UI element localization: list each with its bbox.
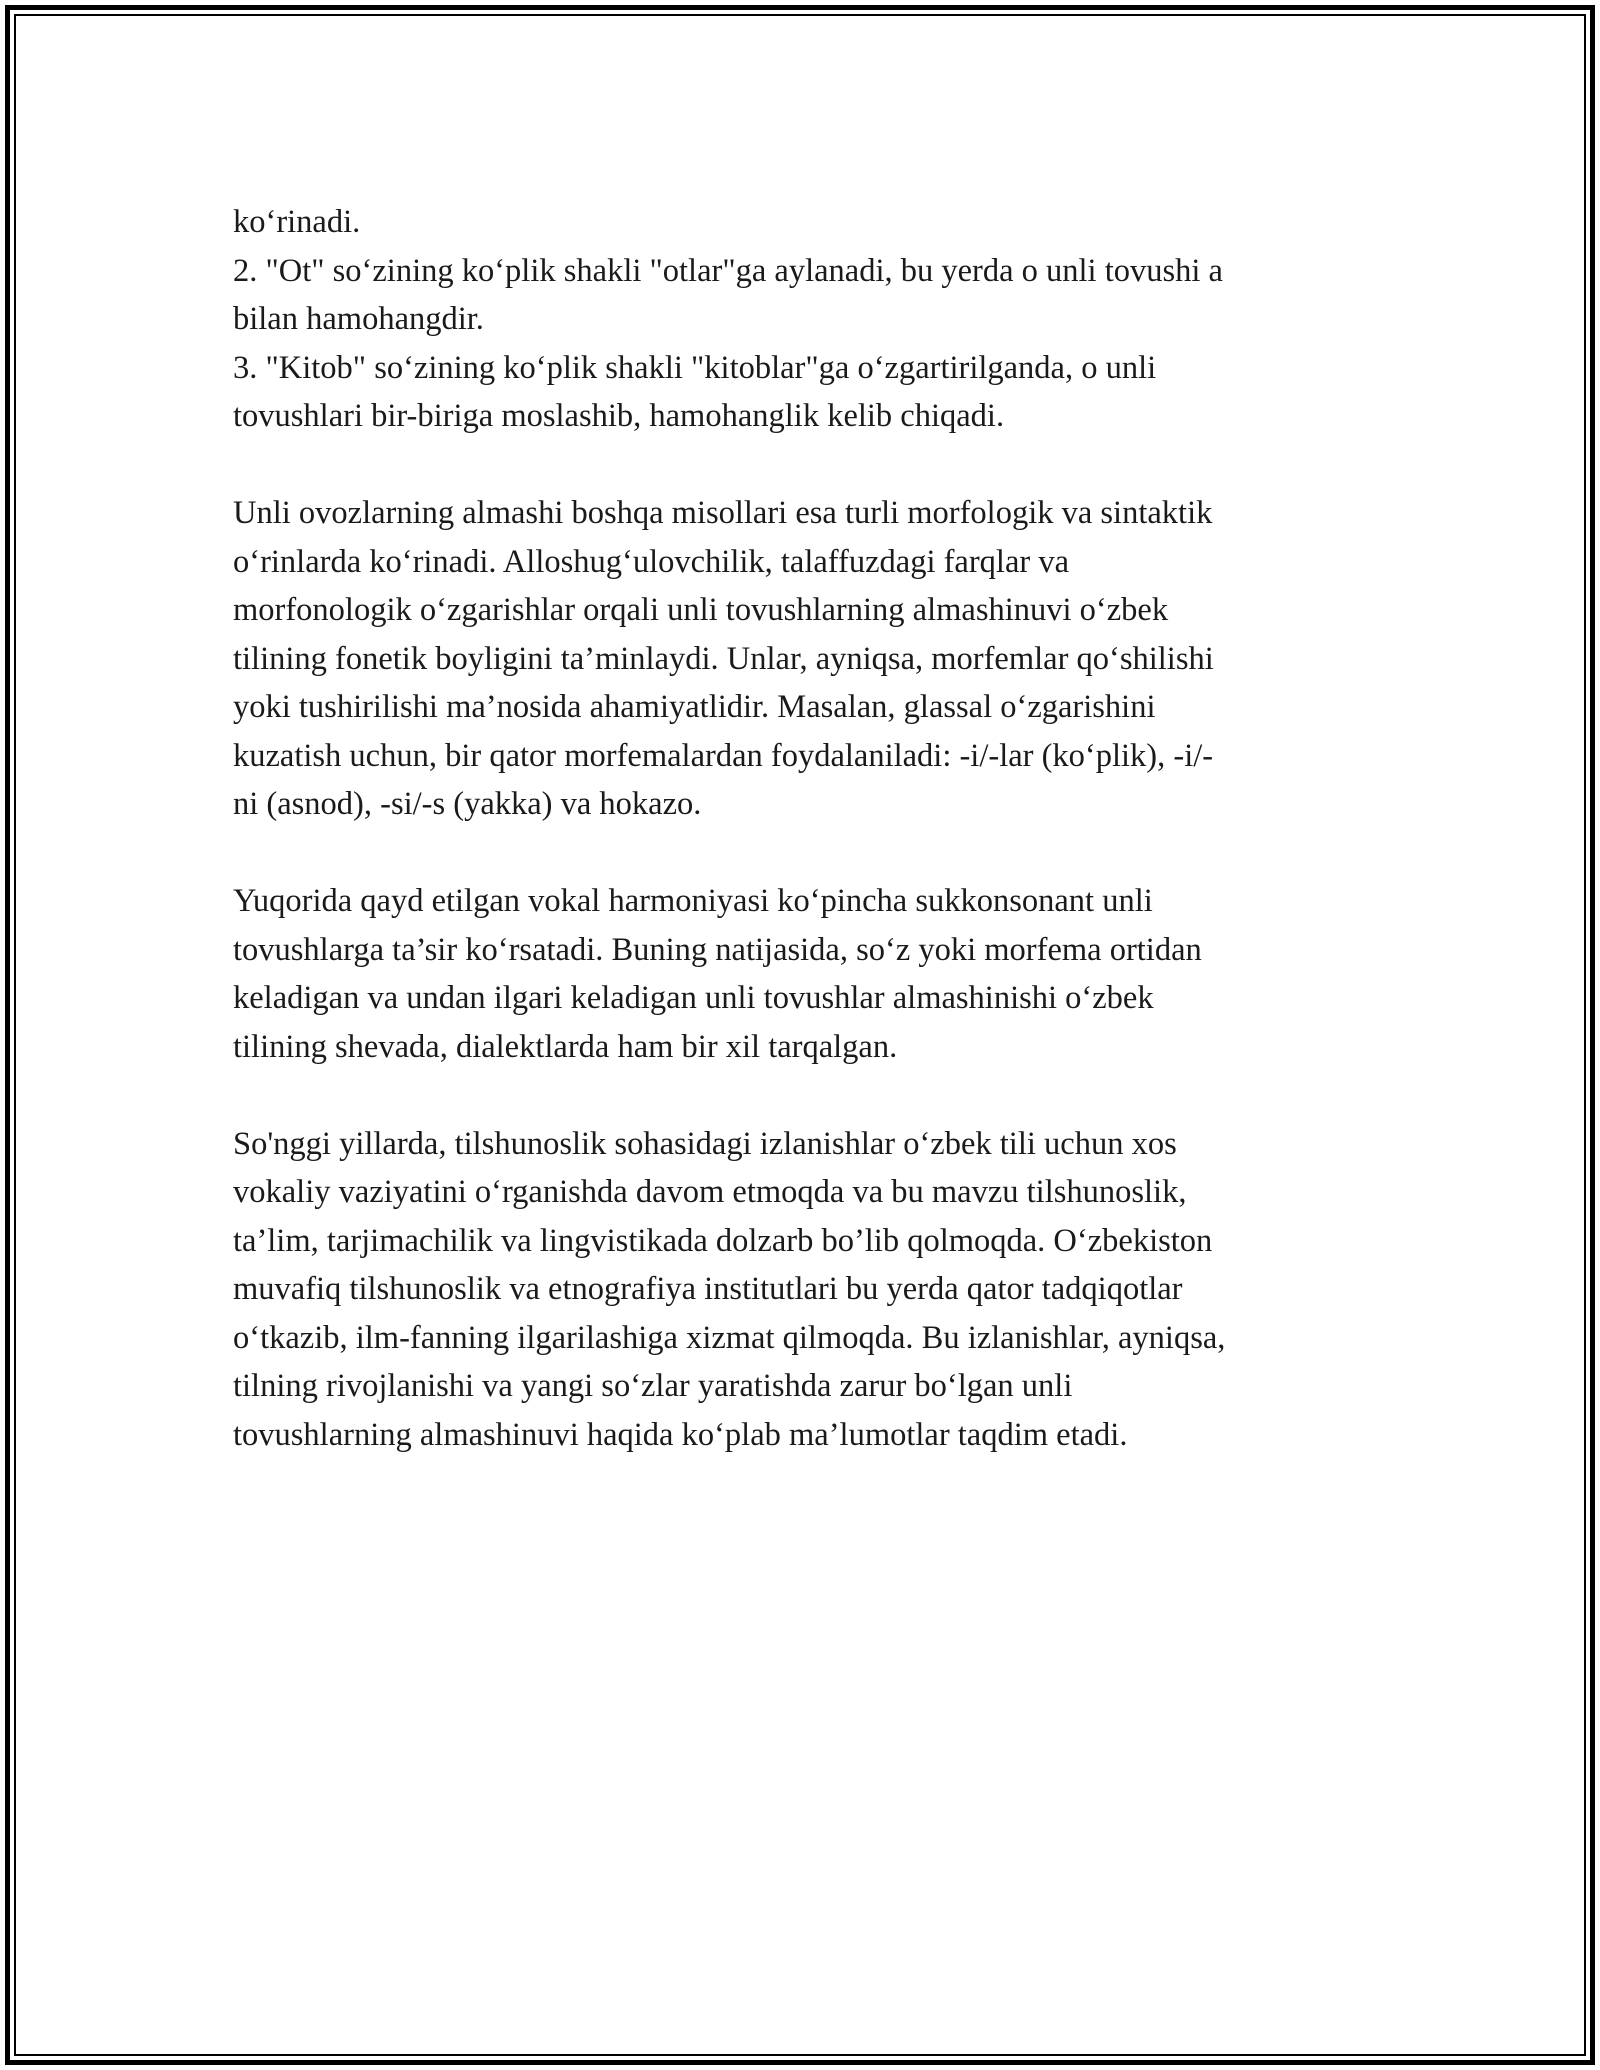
text-line: Yuqorida qayd etilgan vokal harmoniyasi ko‘pincha sukkonsonant unli [233,883,1153,919]
text-line: morfonologik o‘zgarishlar orqali unli tovushlarning almashinuvi o‘zbek [233,592,1169,628]
paragraph-2 [233,877,1373,1071]
document-page [5,5,1595,2065]
text-line: o‘tkazib, ilm-fanning ilgarilashiga xizmat qilmoqda. Bu izlanishlar, ayniqsa, [233,1319,1226,1356]
text-line: tilining fonetik boyligini ta’minlaydi. Unlar, ayniqsa, morfemlar qo‘shilishi [233,640,1214,677]
text-line: 2. "Ot" so‘zining ko‘plik shakli "otlar"ga aylanadi, bu yerda o unli tovushi a [233,252,1223,289]
text-line: tovushlarga ta’sir ko‘rsatadi. Buning natijasida, so‘z yoki morfema ortidan [233,931,1202,968]
text-line: bilan hamohangdir. [233,301,484,337]
paragraph-gap [233,829,1373,878]
text-line: kuzatish uchun, bir qator morfemalardan foydalaniladi: -i/-lar (ko‘plik), -i/- [233,737,1214,774]
text-line: tovushlarning almashinuvi haqida ko‘plab ma’lumotlar taqdim etadi. [233,1416,1128,1453]
intro-block [233,198,1373,441]
paragraph-gap [233,1071,1373,1120]
text-line: yoki tushirilishi ma’nosida ahamiyatlidir. Masalan, glassal o‘zgarishini [233,689,1156,725]
text-line: tilining shevada, dialektlarda ham bir xil tarqalgan. [233,1028,898,1065]
text-line: ni (asnod), -si/-s (yakka) va hokazo. [233,786,702,822]
text-line: vokaliy vaziyatini o‘rganishda davom etmoqda va bu mavzu tilshunoslik, [233,1174,1187,1210]
paragraph-3 [233,1120,1373,1460]
text-line: ta’lim, tarjimachilik va lingvistikada dolzarb bo’lib qolmoqda. O‘zbekiston [233,1222,1213,1259]
text-line: tovushlari bir-biriga moslashib, hamohanglik kelib chiqadi. [233,398,1005,434]
text-line: ko‘rinadi. [233,204,361,240]
text-line: muvafiq tilshunoslik va etnografiya institutlari bu yerda qator tadqiqotlar [233,1271,1183,1307]
paragraph-gap [233,441,1373,490]
text-line: So'nggi yillarda, tilshunoslik sohasidagi izlanishlar o‘zbek tili uchun xos [233,1125,1177,1162]
document-body [233,198,1373,1459]
text-line: Unli ovozlarning almashi boshqa misollari esa turli morfologik va sintaktik [233,495,1213,531]
text-line: keladigan va undan ilgari keladigan unli tovushlar almashinishi o‘zbek [233,980,1154,1016]
paragraph-1 [233,489,1373,829]
text-line: tilning rivojlanishi va yangi so‘zlar yaratishda zarur bo‘lgan unli [233,1368,1073,1404]
text-line: o‘rinlarda ko‘rinadi. Alloshug‘ulovchilik, talaffuzdagi farqlar va [233,543,1070,580]
text-line: 3. "Kitob" so‘zining ko‘plik shakli "kitoblar"ga o‘zgartirilganda, o unli [233,349,1157,386]
